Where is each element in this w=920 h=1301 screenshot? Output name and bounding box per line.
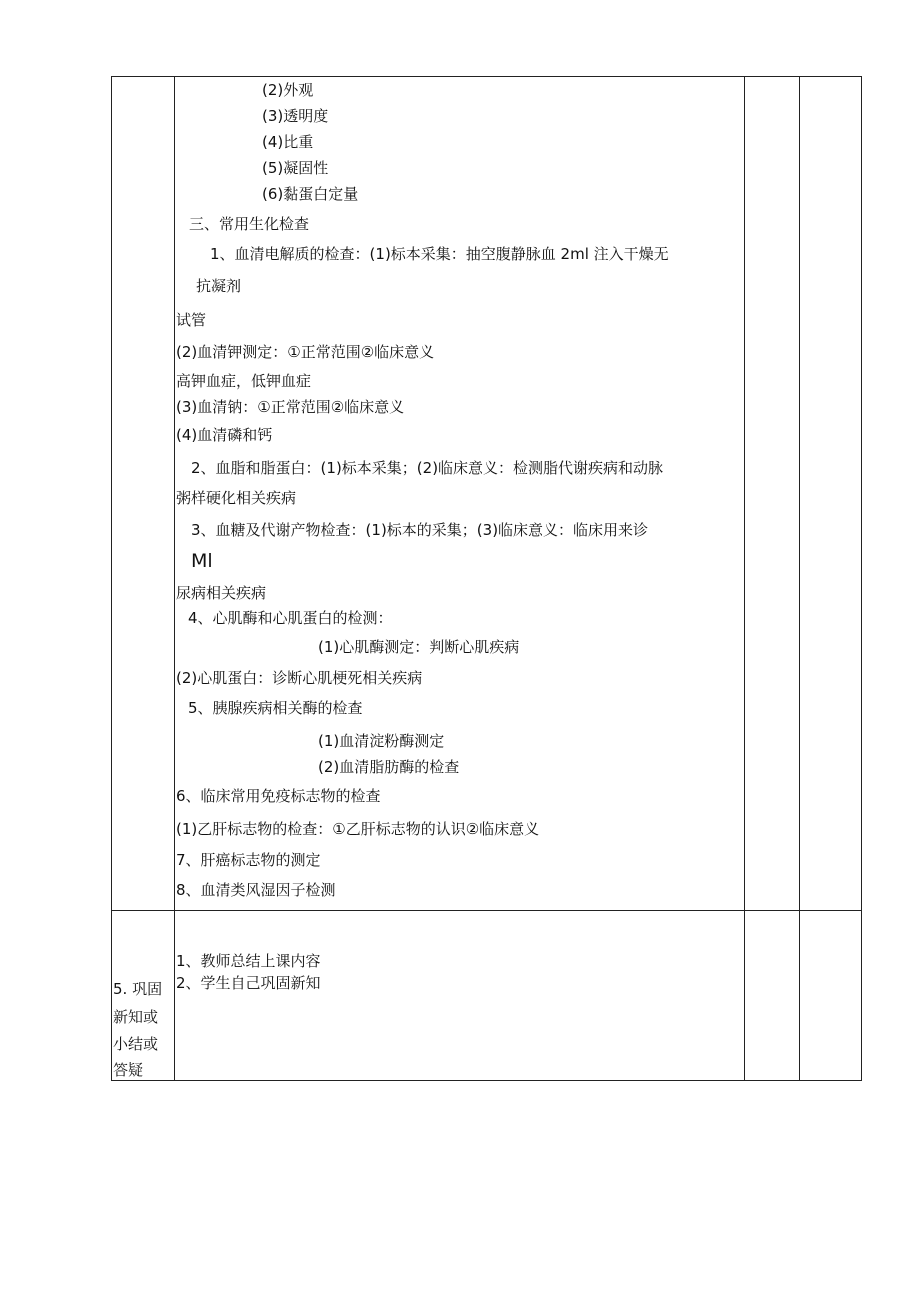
content-line: (2)血清脂肪酶的检查 — [318, 758, 460, 776]
content-line: 7、肝癌标志物的测定 — [176, 851, 321, 869]
table-border-right — [861, 76, 862, 1081]
content-line: 1、血清电解质的检查：(1)标本采集：抽空腹静脉血 2ml 注入干燥无 — [210, 245, 669, 263]
content-line: 2、血脂和脂蛋白：(1)标本采集；(2)临床意义：检测脂代谢疾病和动脉 — [191, 459, 664, 477]
table-row-divider — [111, 910, 862, 911]
content-line: (1)心肌酶测定：判断心肌疾病 — [318, 638, 520, 656]
content-line: (4)血清磷和钙 — [176, 426, 273, 444]
section-heading: 三、常用生化检查 — [189, 215, 310, 233]
content-line: (5)凝固性 — [262, 159, 329, 177]
content-line: 高钾血症，低钾血症 — [176, 372, 312, 390]
table-col-divider-2 — [744, 76, 745, 1081]
content-line: (3)透明度 — [262, 107, 329, 125]
content-line: 3、血糖及代谢产物检查：(1)标本的采集；(3)临床意义：临床用来诊 — [191, 521, 649, 539]
stage-label: 5. 巩固 — [113, 980, 163, 998]
content-line: (1)乙肝标志物的检查：①乙肝标志物的认识②临床意义 — [176, 820, 540, 838]
content-line: 1、教师总结上课内容 — [176, 952, 321, 970]
table-border-bottom — [111, 1080, 862, 1081]
content-line: 抗凝剂 — [196, 277, 242, 295]
content-line: (3)血清钠：①正常范围②临床意义 — [176, 398, 405, 416]
content-line: 4、心肌酶和心肌蛋白的检测： — [188, 609, 393, 627]
table-border-left — [111, 76, 112, 1081]
content-line: (6)黏蛋白定量 — [262, 185, 359, 203]
content-line: (2)心肌蛋白：诊断心肌梗死相关疾病 — [176, 669, 423, 687]
stage-label: 小结或 — [113, 1035, 159, 1053]
content-line: 尿病相关疾病 — [176, 584, 267, 602]
stage-label: 答疑 — [113, 1061, 144, 1079]
content-line: 5、胰腺疾病相关酶的检查 — [188, 699, 363, 717]
content-line: 粥样硬化相关疾病 — [176, 489, 297, 507]
content-line: 2、学生自己巩固新知 — [176, 974, 321, 992]
content-line: (2)血清钾测定：①正常范围②临床意义 — [176, 343, 435, 361]
stage-label: 新知或 — [113, 1008, 159, 1026]
content-line: Ml — [191, 550, 213, 572]
table-col-divider-1 — [174, 76, 175, 1081]
content-line: (1)血清淀粉酶测定 — [318, 732, 445, 750]
content-line: (4)比重 — [262, 133, 314, 151]
table-border-top — [111, 76, 862, 77]
content-line: 8、血清类风湿因子检测 — [176, 881, 336, 899]
content-line: 试管 — [176, 311, 207, 329]
table-col-divider-3 — [799, 76, 800, 1081]
content-line: 6、临床常用免疫标志物的检查 — [176, 787, 381, 805]
content-line: (2)外观 — [262, 81, 314, 99]
